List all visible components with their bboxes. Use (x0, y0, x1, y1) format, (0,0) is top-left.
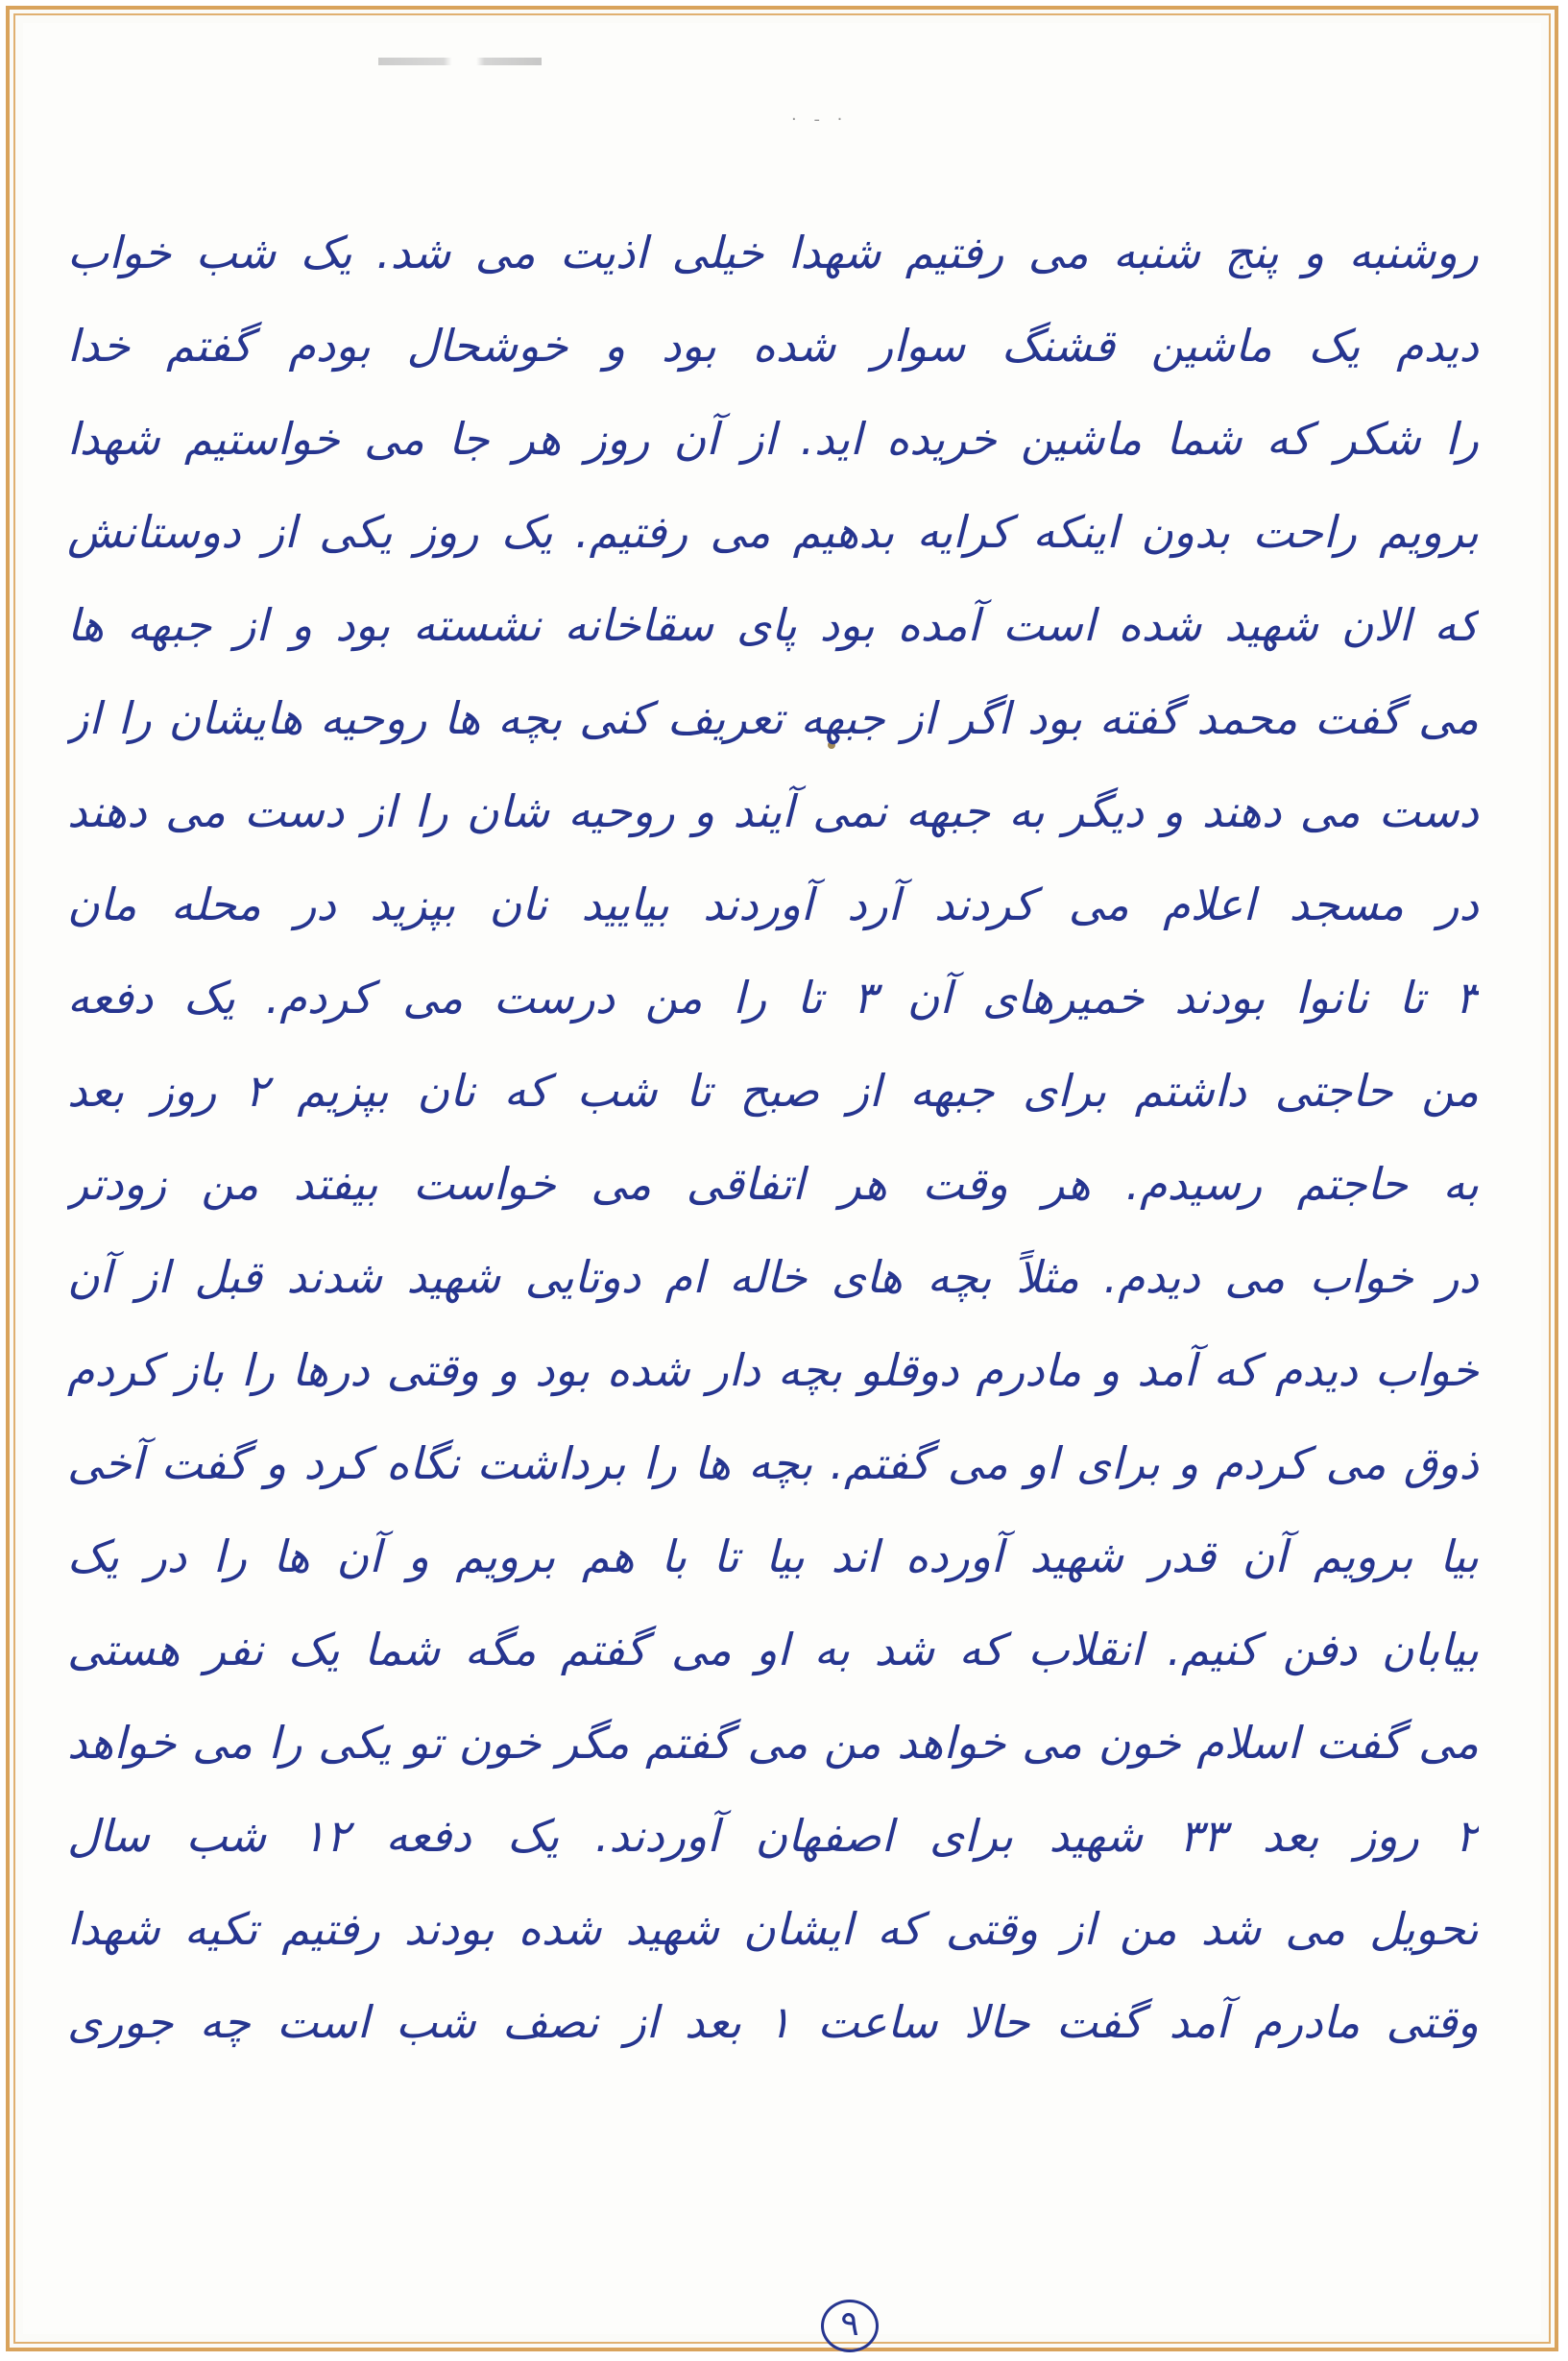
text-line: را شکر که شما ماشین خریده اید. از آن روز هر جا می خواستیم شهدا (67, 413, 1479, 465)
text-line: ذوق می کردم و برای او می گفتم. بچه ها را برداشت نگاه کرد و گفت آخی (67, 1437, 1479, 1489)
text-line: می گفت اسلام خون می خواهد من می گفتم مگر خون تو یکی را می خواهد (67, 1717, 1479, 1769)
page-number: ۹ (821, 2300, 879, 2352)
top-smudge-mark (378, 58, 542, 65)
text-line: در مسجد اعلام می کردند آرد آوردند بیایید نان بپزید در محله مان (67, 879, 1479, 930)
text-line: به حاجتم رسیدم. هر وقت هر اتفاقی می خواست بیفتد من زودتر (67, 1158, 1479, 1210)
text-line: من حاجتی داشتم برای جبهه از صبح تا شب که نان بپزیم ۲ روز بعد (67, 1065, 1479, 1117)
text-line: برویم راحت بدون اینکه کرایه بدهیم می رفتیم. یک روز یکی از دوستانش (67, 506, 1479, 558)
text-line: بیا برویم آن قدر شهید آورده اند بیا تا با هم برویم و آن ها را در یک (67, 1530, 1479, 1582)
top-ink-specks: · ‐ · (791, 109, 849, 130)
text-line: خواب دیدم که آمد و مادرم دوقلو بچه دار شده بود و وقتی درها را باز کردم (67, 1344, 1479, 1396)
text-line: در خواب می دیدم. مثلاً بچه های خاله ام دوتایی شهید شدند قبل از آن (67, 1251, 1479, 1303)
text-line: دیدم یک ماشین قشنگ سوار شده بود و خوشحال بودم گفتم خدا (67, 320, 1479, 372)
text-line: ۳ تا نانوا بودند خمیرهای آن ۳ تا را من درست می کردم. یک دفعه (67, 972, 1479, 1024)
text-line: روشنبه و پنج شنبه می رفتیم شهدا خیلی اذیت می شد. یک شب خواب (67, 227, 1479, 278)
text-line: دست می دهند و دیگر به جبهه نمی آیند و روحیه شان را از دست می دهند (67, 785, 1479, 837)
handwritten-text-block (67, 206, 1479, 2069)
text-line: که الان شهید شده است آمده بود پای سقاخانه نشسته بود و از جبهه ها (67, 599, 1479, 651)
text-line: ۲ روز بعد ۳۳ شهید برای اصفهان آوردند. یک دفعه ۱۲ شب سال (67, 1810, 1479, 1862)
text-line: تحویل می شد من از وقتی که ایشان شهید شده بودند رفتیم تکیه شهدا (67, 1903, 1479, 1955)
text-line: وقتی مادرم آمد گفت حالا ساعت ۱ بعد از نصف شب است چه جوری (67, 1996, 1479, 2048)
text-line: می گفت محمد گفته بود اگر از جبهه تعریف کنی بچه ها روحیه هایشان را از (67, 692, 1479, 744)
text-line: بیابان دفن کنیم. انقلاب که شد به او می گفتم مگه شما یک نفر هستی (67, 1624, 1479, 1675)
